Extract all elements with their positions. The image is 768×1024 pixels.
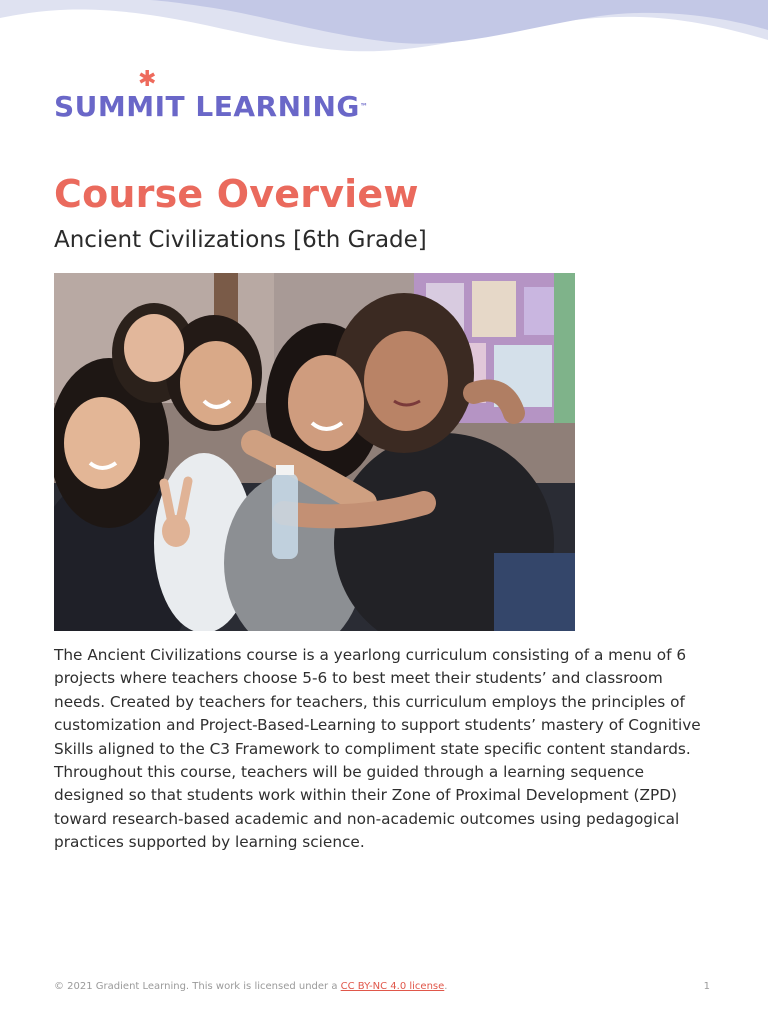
course-description: The Ancient Civilizations course is a yearlong curriculum consisting of a menu of 6 projects where teachers choose 5-6 to best meet their students’ and classroom needs. Created by teachers for teachers, this curriculum employs the principles of customization and Project-Based-Learning to support students’ mastery of Cognitive Skills aligned to the C3 Framework to compliment state specific content standards. Throughout this course, teachers will be guided through a learning sequence designed so that students work within their Zone of Proximal Development (ZPD) toward research-based academic and non-academic outcomes using pedagogical practices supported by learning science. [54, 646, 701, 852]
header-wave-decoration [0, 0, 768, 80]
page-number: 1 [703, 981, 710, 992]
page-title: Course Overview [54, 172, 419, 216]
footer-license: © 2021 Gradient Learning. This work is licensed under a CC BY-NC 4.0 license. [54, 981, 448, 992]
summit-learning-logo [54, 66, 369, 128]
students-photo-illustration [54, 273, 575, 631]
logo-wordmark: SUMMIT LEARNING™ [54, 90, 369, 123]
page-subtitle: Ancient Civilizations [6th Grade] [54, 227, 427, 253]
students-photo [54, 273, 575, 631]
license-link[interactable]: CC BY-NC 4.0 license [340, 981, 445, 992]
footer-copyright: © 2021 Gradient Learning. This work is licensed under a [54, 981, 341, 992]
asterisk-icon: ✱ [138, 66, 157, 91]
